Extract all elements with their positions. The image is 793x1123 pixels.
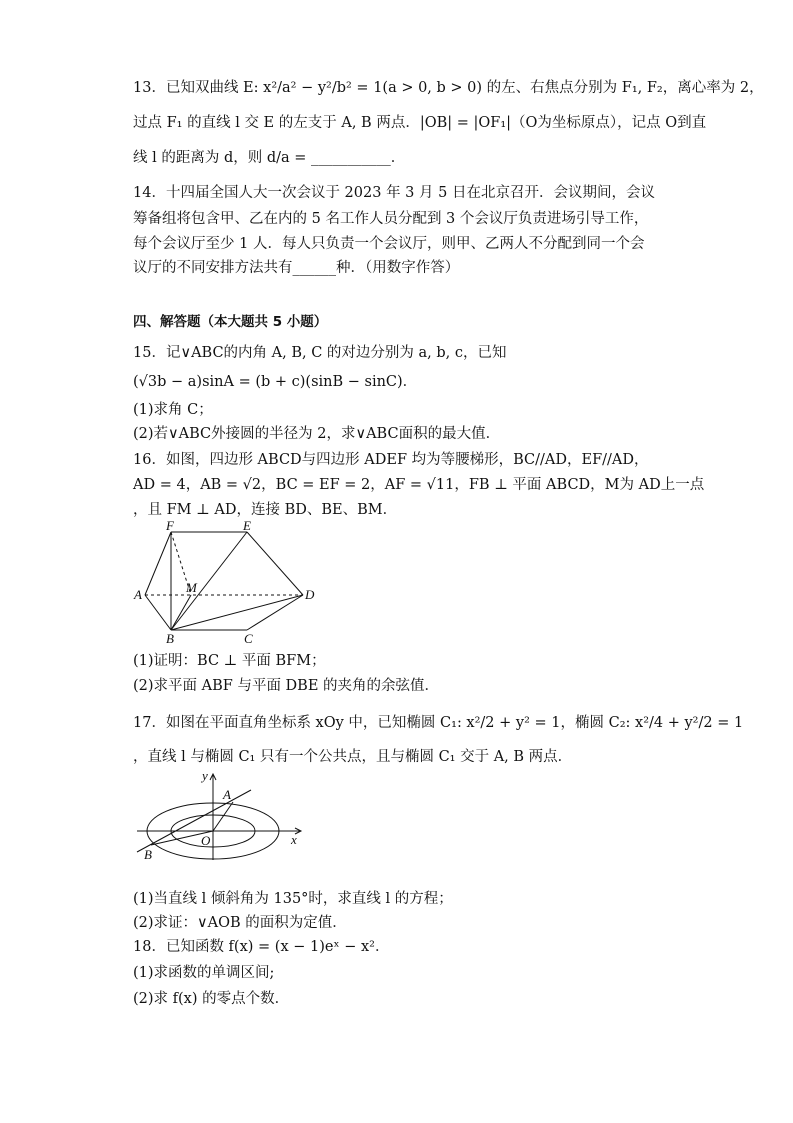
- label-M: M: [186, 580, 197, 595]
- q15-part-1: (1)求角 C；: [133, 402, 213, 418]
- edge-EB: [171, 532, 247, 630]
- section-heading: 四、解答题（本大题共 5 小题）: [133, 314, 328, 330]
- ellipse-figure: [133, 766, 313, 862]
- q16-part-1: (1)证明：BC ⊥ 平面 BFM；: [133, 653, 326, 669]
- q17-line-2: ，直线 l 与椭圆 C₁ 只有一个公共点，且与椭圆 C₁ 交于 A, B 两点．: [133, 749, 573, 765]
- label-y: y: [202, 768, 208, 783]
- q13-line-2: 过点 F₁ 的直线 l 交 E 的左支于 A, B 两点．|OB| = |OF₁|（O为坐标原点），记点 O到直: [133, 115, 707, 131]
- edge-BD: [171, 595, 303, 630]
- q14-line-1: 14．十四届全国人大一次会议于 2023 年 3 月 5 日在北京召开．会议期间，会议: [133, 185, 655, 201]
- q15-part-2: (2)若∨ABC外接圆的半径为 2，求∨ABC面积的最大值．: [133, 426, 501, 442]
- q16-line-1: 16．如图，四边形 ABCD与四边形 ADEF 均为等腰梯形，BC//AD，EF//AD，: [133, 452, 649, 468]
- label-F: F: [166, 520, 174, 533]
- label-A: A: [134, 587, 142, 602]
- q18-line-1: 18．已知函数 f(x) = (x − 1)eˣ − x²．: [133, 939, 390, 955]
- label-D: D: [305, 587, 315, 602]
- edge-ED: [247, 532, 303, 595]
- label-C: C: [244, 631, 253, 646]
- label-A: A: [223, 787, 231, 802]
- line-l: [137, 790, 251, 852]
- label-E: E: [243, 520, 251, 533]
- q15-line-2: (√3b − a)sinA = (b + c)(sinB − sinC)．: [133, 374, 418, 390]
- edge-FA: [145, 532, 171, 595]
- q14-line-2: 筹备组将包含甲、乙在内的 5 名工作人员分配到 3 个会议厅负责进场引导工作，: [133, 211, 649, 227]
- label-x: x: [291, 832, 297, 847]
- q17-line-1: 17．如图在平面直角坐标系 xOy 中，已知椭圆 C₁: x²/2 + y² = 1，椭圆 C₂: x²/4 + y²/2 = 1: [133, 715, 744, 731]
- q14-line-4: 议厅的不同安排方法共有______种．（用数字作答）: [133, 260, 460, 276]
- q18-part-1: (1)求函数的单调区间;: [133, 965, 275, 981]
- q16-line-3: ，且 FM ⊥ AD，连接 BD、BE、BM．: [133, 502, 398, 518]
- label-B: B: [144, 847, 152, 862]
- q14-line-3: 每个会议厅至少 1 人．每人只负责一个会议厅，则甲、乙两人不分配到同一个会: [133, 236, 645, 252]
- q18-part-2: (2)求 f(x) 的零点个数．: [133, 991, 290, 1007]
- label-B: B: [166, 631, 174, 646]
- q17-part-2: (2)求证：∨AOB 的面积为定值．: [133, 915, 347, 931]
- q13-line-3: 线 l 的距离为 d，则 d/a = ___________．: [133, 150, 406, 166]
- q15-line-1: 15．记∨ABC的内角 A, B, C 的对边分别为 a, b, c，已知: [133, 345, 507, 361]
- q13-line-1: 13．已知双曲线 E: x²/a² − y²/b² = 1(a > 0, b > 0) 的左、右焦点分别为 F₁, F₂，离心率为 2，: [133, 80, 764, 96]
- edge-CD: [247, 595, 303, 630]
- quadrilateral-figure: [133, 520, 323, 650]
- label-O: O: [201, 833, 211, 848]
- q16-part-2: (2)求平面 ABF 与平面 DBE 的夹角的余弦值．: [133, 678, 440, 694]
- q16-line-2: AD = 4，AB = √2，BC = EF = 2，AF = √11，FB ⊥ 平面 ABCD，M为 AD上一点: [133, 477, 705, 493]
- edge-AB: [145, 595, 171, 630]
- q17-part-1: (1)当直线 l 倾斜角为 135°时，求直线 l 的方程；: [133, 891, 453, 907]
- edge-BM: [171, 595, 191, 630]
